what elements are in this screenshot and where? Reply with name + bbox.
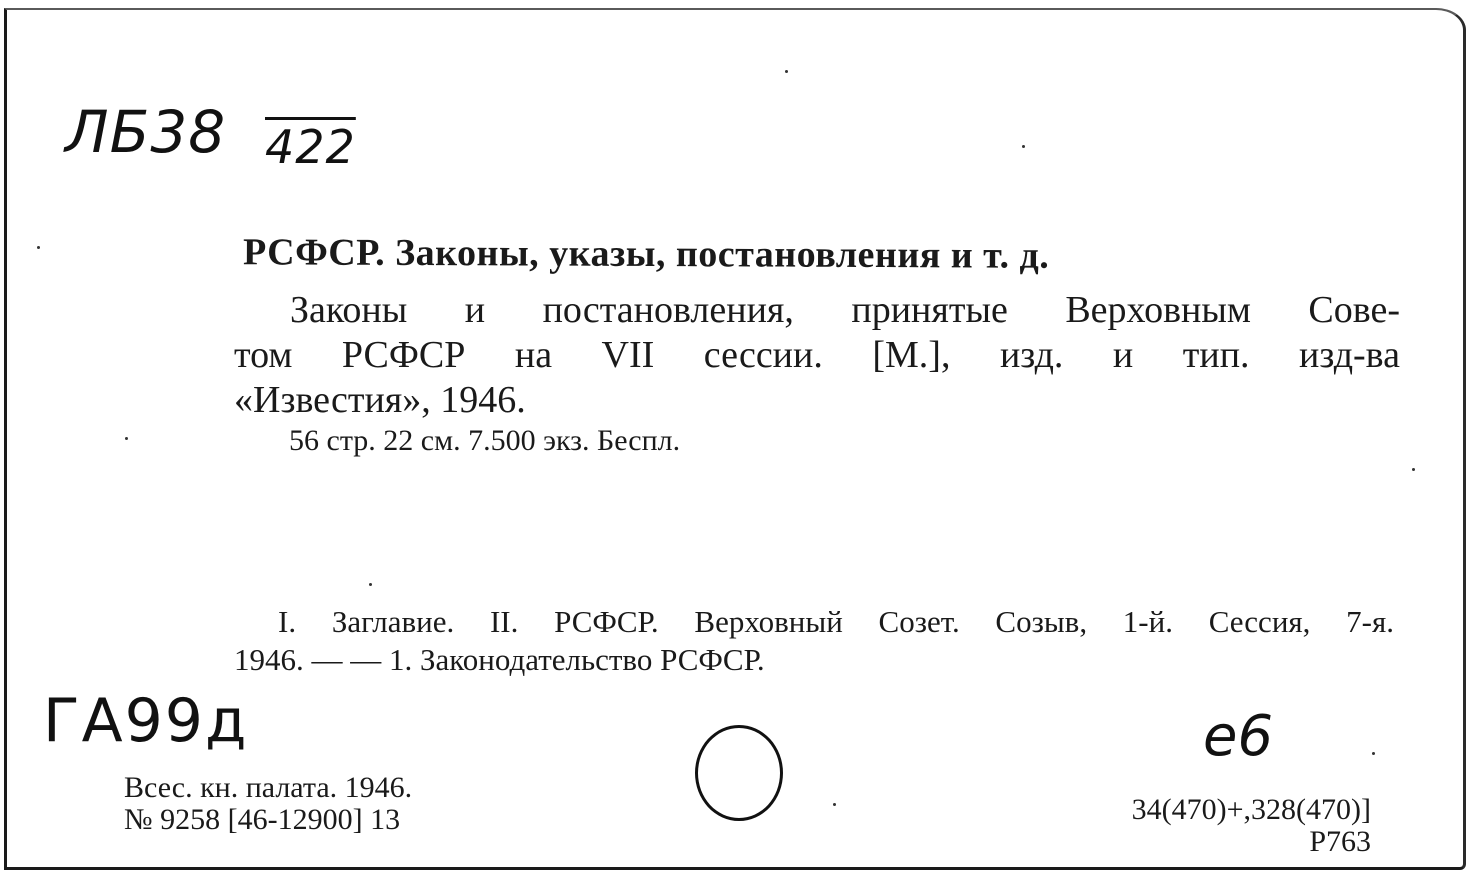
classification-line-2: Р763 [1309, 825, 1371, 858]
classification-line-1: 34(470)+,328(470)] [1131, 793, 1371, 826]
title-line-1: Законы и постановления, принятые Верховным Сове- [290, 289, 1400, 331]
dust-speck [1022, 145, 1025, 148]
dust-speck [369, 583, 372, 586]
imprint-line-1: Всес. кн. палата. 1946. [124, 771, 413, 804]
handwritten-call-number: ГА99д [43, 686, 249, 756]
tracings [234, 603, 1394, 679]
title-statement [234, 288, 1400, 423]
handwritten-shelfmark [65, 98, 356, 174]
classification [1132, 794, 1371, 858]
catalog-card [4, 8, 1466, 870]
tracing-line-1: I. Заглавие. II. РСФСР. Верховный Созет. Созыв, 1-й. Сессия, 7-я. [278, 604, 1394, 639]
title-line-3: «Известия», 1946. [234, 379, 526, 421]
dust-speck [1412, 468, 1415, 471]
main-heading: РСФСР. Законы, указы, постановления и т. д. [242, 231, 1050, 277]
dust-speck [1372, 752, 1375, 755]
dust-speck [833, 803, 836, 806]
handwritten-mark: e6 [1203, 704, 1274, 769]
shelfmark-sub: 422 [265, 120, 356, 174]
imprint [124, 772, 412, 836]
dust-speck [125, 437, 128, 440]
punch-hole [695, 725, 783, 821]
tracing-line-2: 1946. — — 1. Законодательство РСФСР. [234, 642, 765, 677]
shelfmark-main: ЛБ38 [65, 98, 227, 166]
title-line-2: том РСФСР на VII сессии. [М.], изд. и тип. изд-ва [234, 334, 1400, 376]
imprint-line-2: № 9258 [46-12900] 13 [124, 803, 401, 836]
dust-speck [785, 70, 788, 73]
collation: 56 стр. 22 см. 7.500 экз. Беспл. [289, 424, 681, 457]
dust-speck [37, 246, 40, 249]
